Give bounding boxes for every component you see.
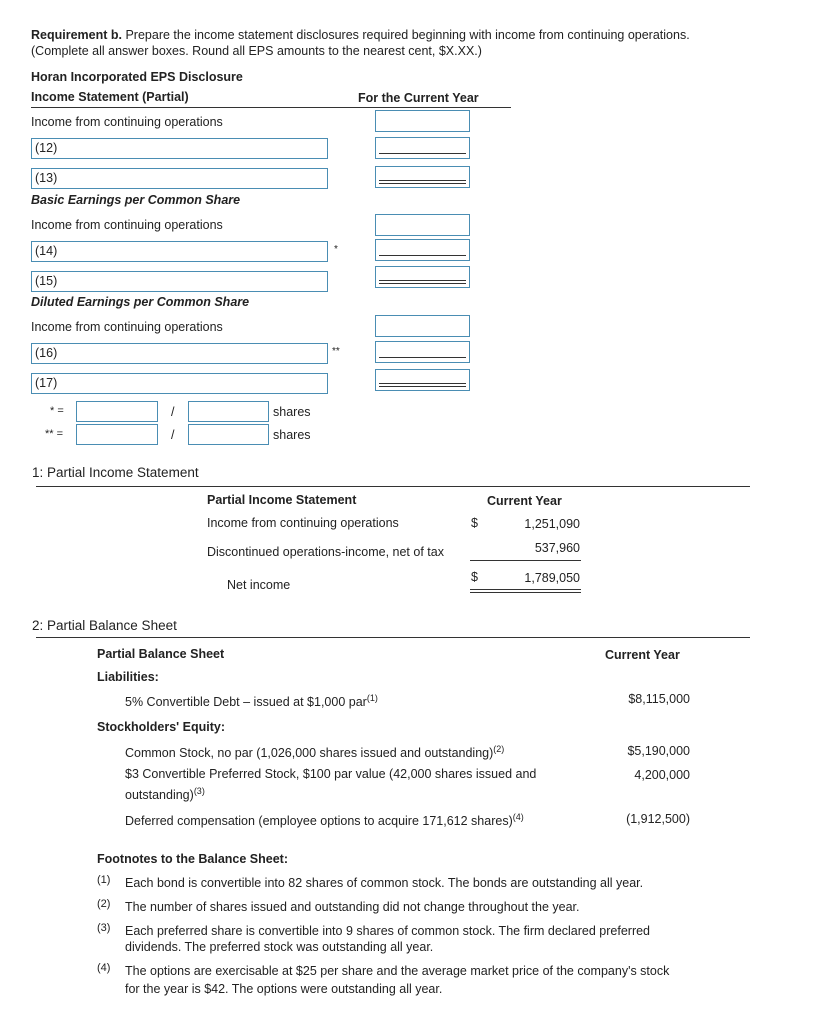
liabilities-heading: Liabilities:	[97, 670, 159, 684]
is-value: 1,251,090	[524, 517, 580, 531]
eq-label-2: ** =	[45, 428, 64, 440]
row-label: Income from continuing operations	[31, 115, 223, 129]
footnote-text: The options are exercisable at $25 per share and the average market price of the company's stock	[125, 964, 670, 978]
instruction-text: Prepare the income statement disclosures required beginning with income from continuing operations.	[122, 28, 690, 42]
income-statement-section-title: 1: Partial Income Statement	[32, 465, 199, 480]
denominator-input-2[interactable]	[188, 424, 269, 445]
is-row-label: Discontinued operations-income, net of tax	[207, 545, 444, 559]
amount-input-17[interactable]	[375, 369, 470, 391]
currency: $	[471, 516, 478, 530]
denominator-input-1[interactable]	[188, 401, 269, 422]
double-underline	[470, 589, 581, 593]
col-left-header: Income Statement (Partial)	[31, 90, 189, 104]
amount-input-16[interactable]	[375, 341, 470, 363]
basic-eps-income-input[interactable]	[375, 214, 470, 236]
amount-input-14[interactable]	[375, 239, 470, 261]
footnote-text: Each preferred share is convertible into 9 shares of common stock. The firm declared preferred	[125, 924, 651, 938]
numerator-input-2[interactable]	[76, 424, 158, 445]
input-14[interactable]: (14)	[31, 241, 328, 262]
divider	[36, 637, 750, 638]
is-row-label: Income from continuing operations	[207, 516, 399, 530]
divider	[36, 486, 750, 487]
underline	[470, 560, 581, 561]
bs-value: $5,190,000	[627, 744, 690, 758]
footnote-text: dividends. The preferred stock was outstanding all year.	[125, 940, 434, 954]
bs-row-label	[125, 693, 378, 709]
footnote-num: (2)	[97, 898, 111, 910]
equity-heading: Stockholders' Equity:	[97, 720, 225, 734]
bs-row-label	[125, 812, 524, 828]
divider	[31, 107, 511, 108]
footnote-num: (3)	[97, 922, 111, 934]
diluted-eps-income-input[interactable]	[375, 315, 470, 337]
input-17[interactable]: (17)	[31, 373, 328, 394]
is-value: 1,789,050	[524, 571, 580, 585]
amount-input-income-cont[interactable]	[375, 110, 470, 132]
bs-row-label: $3 Convertible Preferred Stock, $100 par value (42,000 shares issued and	[125, 767, 537, 781]
footnote-text: The number of shares issued and outstanding did not change throughout the year.	[125, 900, 580, 914]
bs-row-label-cont	[125, 786, 205, 802]
is-value: 537,960	[534, 541, 580, 555]
label: Common Stock, no par (1,026,000 shares issued and outstanding)	[125, 746, 494, 761]
bs-value: 4,200,000	[634, 768, 690, 782]
shares-label: shares	[273, 405, 311, 419]
basic-eps-heading: Basic Earnings per Common Share	[31, 193, 241, 207]
double-asterisk: **	[332, 346, 340, 357]
shares-label: shares	[273, 428, 311, 442]
input-15[interactable]: (15)	[31, 271, 328, 292]
footnote-ref: (3)	[193, 786, 205, 796]
col-right-header: For the Current Year	[358, 91, 479, 105]
bs-value: $8,115,000	[628, 692, 690, 706]
footnote-ref: (4)	[512, 812, 524, 822]
footnote-text: Each bond is convertible into 82 shares of common stock. The bonds are outstanding all year.	[125, 876, 644, 890]
input-13[interactable]: (13)	[31, 168, 328, 189]
footnote-ref: (1)	[366, 693, 378, 703]
input-16[interactable]: (16)	[31, 343, 328, 364]
label: Deferred compensation (employee options to acquire 171,612 shares)	[125, 814, 513, 829]
instructions	[31, 28, 690, 42]
instruction-note: (Complete all answer boxes. Round all EPS amounts to the nearest cent, $X.XX.)	[31, 44, 482, 58]
is-row-label: Net income	[227, 578, 291, 592]
bs-row-label	[125, 744, 504, 760]
slash: /	[171, 405, 175, 419]
footnote-num: (4)	[97, 962, 111, 974]
is-col-header: Current Year	[487, 494, 562, 508]
amount-input-15[interactable]	[375, 266, 470, 288]
bs-col-header: Current Year	[605, 648, 680, 662]
requirement-label: Requirement b.	[31, 28, 122, 42]
footnote-num: (1)	[97, 874, 111, 886]
is-table-title: Partial Income Statement	[207, 493, 357, 507]
diluted-eps-heading: Diluted Earnings per Common Share	[31, 295, 250, 309]
footnotes-title: Footnotes to the Balance Sheet:	[97, 852, 288, 866]
asterisk: *	[334, 244, 338, 255]
balance-sheet-section-title: 2: Partial Balance Sheet	[32, 618, 177, 633]
bs-value: (1,912,500)	[626, 812, 690, 826]
input-12[interactable]: (12)	[31, 138, 328, 159]
label: 5% Convertible Debt – issued at $1,000 par	[125, 695, 367, 710]
numerator-input-1[interactable]	[76, 401, 158, 422]
currency: $	[471, 570, 478, 584]
label: outstanding)	[125, 788, 194, 803]
form-title: Horan Incorporated EPS Disclosure	[31, 70, 243, 84]
footnote-ref: (2)	[493, 744, 505, 754]
amount-input-12[interactable]	[375, 137, 470, 159]
row-label: Income from continuing operations	[31, 320, 223, 334]
eq-label-1: * =	[50, 405, 64, 417]
slash: /	[171, 428, 175, 442]
amount-input-13[interactable]	[375, 166, 470, 188]
bs-table-title: Partial Balance Sheet	[97, 647, 225, 661]
row-label: Income from continuing operations	[31, 218, 223, 232]
footnote-text: for the year is $42. The options were outstanding all year.	[125, 982, 443, 996]
